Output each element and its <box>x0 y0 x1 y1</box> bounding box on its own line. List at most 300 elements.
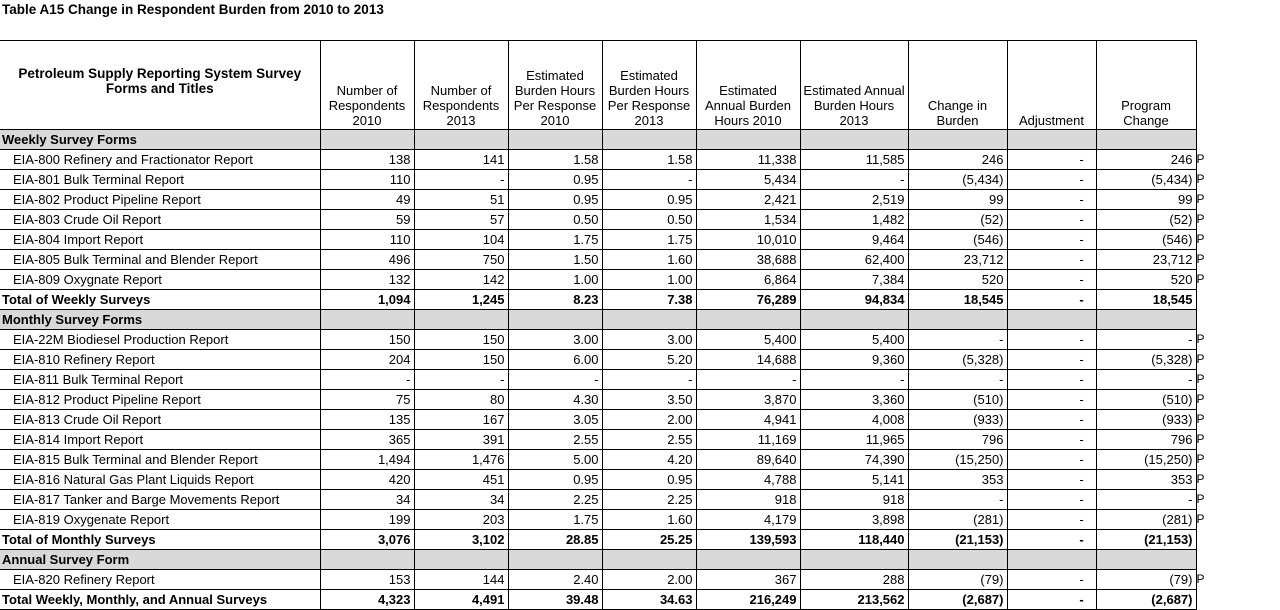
row-value: 2.25 <box>602 490 696 510</box>
section-cell <box>602 310 696 330</box>
row-label: EIA-805 Bulk Terminal and Blender Report <box>0 250 320 270</box>
row-value: 520 <box>908 270 1007 290</box>
program-change-flag: P <box>1196 512 1205 526</box>
row-value: 7,384 <box>800 270 908 290</box>
row-value: 11,965 <box>800 430 908 450</box>
section-cell <box>320 310 414 330</box>
program-change-flag: P <box>1196 572 1205 586</box>
program-change-value: - <box>1188 492 1193 507</box>
table-row <box>0 170 1196 190</box>
program-change-flag: P <box>1196 252 1205 266</box>
row-value: 4,323 <box>320 590 414 610</box>
row-value: (15,250) <box>908 450 1007 470</box>
section-cell <box>1007 310 1096 330</box>
row-value: 2.40 <box>508 570 602 590</box>
section-cell <box>414 310 508 330</box>
row-value: 138 <box>320 150 414 170</box>
program-change-flag: P <box>1196 192 1205 206</box>
program-change-value: - <box>1188 372 1193 387</box>
program-change-value: (546) <box>1162 232 1193 247</box>
row-value: (510) <box>908 390 1007 410</box>
row-value: 1.60 <box>602 510 696 530</box>
row-value: 1.75 <box>602 230 696 250</box>
table-row <box>0 250 1196 270</box>
row-value: 94,834 <box>800 290 908 310</box>
burden-table <box>0 40 1205 610</box>
row-value: - <box>1007 170 1096 190</box>
row-value: (2,687) <box>908 590 1007 610</box>
section-cell <box>414 130 508 150</box>
row-value: - <box>1007 370 1096 390</box>
row-label: EIA-812 Product Pipeline Report <box>0 390 320 410</box>
row-value: 750 <box>414 250 508 270</box>
row-value: - <box>414 370 508 390</box>
row-value: 1.75 <box>508 230 602 250</box>
row-value: 11,585 <box>800 150 908 170</box>
row-value: 4.30 <box>508 390 602 410</box>
row-value: 38,688 <box>696 250 800 270</box>
row-label: Total of Monthly Surveys <box>0 530 320 550</box>
header-adjustment: Adjustment <box>1007 41 1096 130</box>
row-value <box>1096 390 1205 410</box>
table-row <box>0 190 1196 210</box>
row-value: 213,562 <box>800 590 908 610</box>
table-row <box>0 210 1196 230</box>
row-value: 2.55 <box>508 430 602 450</box>
program-change-value: 353 <box>1170 472 1193 487</box>
row-value: 28.85 <box>508 530 602 550</box>
row-value: 34 <box>414 490 508 510</box>
row-label: EIA-809 Oxygnate Report <box>0 270 320 290</box>
section-cell <box>320 550 414 570</box>
row-value: - <box>1007 270 1096 290</box>
section-cell <box>800 130 908 150</box>
header-hours-per-response-2013: Estimated Burden Hours Per Response 2013 <box>602 41 696 130</box>
row-value: 34 <box>320 490 414 510</box>
row-value: - <box>1007 530 1096 550</box>
program-change-flag: P <box>1196 152 1205 166</box>
row-value: 3,360 <box>800 390 908 410</box>
row-value: 89,640 <box>696 450 800 470</box>
row-value: 353 <box>908 470 1007 490</box>
section-cell <box>908 310 1007 330</box>
table-row <box>0 510 1196 530</box>
row-value: 1,094 <box>320 290 414 310</box>
row-value: 0.95 <box>508 170 602 190</box>
program-change-value: (5,434) <box>1151 172 1193 187</box>
row-value: - <box>1007 410 1096 430</box>
row-value: 3,076 <box>320 530 414 550</box>
row-value: 139,593 <box>696 530 800 550</box>
row-value: (21,153) <box>908 530 1007 550</box>
row-value: 216,249 <box>696 590 800 610</box>
row-value: - <box>1007 450 1096 470</box>
program-change-value: 796 <box>1170 432 1193 447</box>
table-row <box>0 570 1196 590</box>
row-value: 57 <box>414 210 508 230</box>
row-value: 0.50 <box>508 210 602 230</box>
row-value: 1,476 <box>414 450 508 470</box>
program-change-value: (933) <box>1162 412 1193 427</box>
row-label: EIA-803 Crude Oil Report <box>0 210 320 230</box>
row-value: 3,870 <box>696 390 800 410</box>
row-label: Total of Weekly Surveys <box>0 290 320 310</box>
row-value: 3,898 <box>800 510 908 530</box>
row-value: 2,421 <box>696 190 800 210</box>
section-cell <box>696 130 800 150</box>
row-value: 135 <box>320 410 414 430</box>
row-value: 6.00 <box>508 350 602 370</box>
row-value <box>1096 230 1205 250</box>
program-change-flag: P <box>1196 372 1205 386</box>
row-value <box>1096 270 1205 290</box>
section-cell <box>800 310 908 330</box>
row-value: - <box>800 370 908 390</box>
table-row <box>0 330 1196 350</box>
section-cell <box>508 130 602 150</box>
row-value: - <box>908 330 1007 350</box>
row-value: 39.48 <box>508 590 602 610</box>
header-survey-forms: Petroleum Supply Reporting System Survey Forms and Titles <box>0 41 320 130</box>
row-value: - <box>508 370 602 390</box>
row-value: - <box>1007 430 1096 450</box>
row-value: 25.25 <box>602 530 696 550</box>
row-value: 3.00 <box>508 330 602 350</box>
row-label: EIA-804 Import Report <box>0 230 320 250</box>
program-change-flag: P <box>1196 412 1205 426</box>
table-row <box>0 270 1196 290</box>
row-value: 2,519 <box>800 190 908 210</box>
row-value <box>1096 210 1205 230</box>
section-cell <box>602 550 696 570</box>
row-value: (2,687) <box>1096 590 1196 610</box>
row-value <box>1096 450 1205 470</box>
row-label: EIA-814 Import Report <box>0 430 320 450</box>
section-label: Annual Survey Form <box>0 550 320 570</box>
row-value <box>1096 410 1205 430</box>
row-value: 496 <box>320 250 414 270</box>
row-value: - <box>602 370 696 390</box>
row-value: 150 <box>414 330 508 350</box>
header-respondents-2010: Number of Respondents 2010 <box>320 41 414 130</box>
row-value: 167 <box>414 410 508 430</box>
program-change-flag: P <box>1196 492 1205 506</box>
row-value: 451 <box>414 470 508 490</box>
row-value: 2.25 <box>508 490 602 510</box>
section-cell <box>1007 130 1096 150</box>
row-value <box>1096 490 1205 510</box>
row-value: 3.50 <box>602 390 696 410</box>
section-cell <box>908 130 1007 150</box>
row-label: EIA-800 Refinery and Fractionator Report <box>0 150 320 170</box>
row-value: 10,010 <box>696 230 800 250</box>
row-value <box>1096 370 1205 390</box>
section-cell <box>1096 550 1196 570</box>
row-value: 5,141 <box>800 470 908 490</box>
row-value: 150 <box>414 350 508 370</box>
row-value: 3.05 <box>508 410 602 430</box>
header-hours-per-response-2010: Estimated Burden Hours Per Response 2010 <box>508 41 602 130</box>
row-label: EIA-817 Tanker and Barge Movements Report <box>0 490 320 510</box>
row-value: - <box>320 370 414 390</box>
row-value: - <box>696 370 800 390</box>
row-value: (5,434) <box>908 170 1007 190</box>
row-value: 142 <box>414 270 508 290</box>
section-label: Weekly Survey Forms <box>0 130 320 150</box>
row-value: 1.60 <box>602 250 696 270</box>
row-value: 365 <box>320 430 414 450</box>
row-value: 204 <box>320 350 414 370</box>
row-value: 75 <box>320 390 414 410</box>
header-program-change: Program Change <box>1096 41 1196 130</box>
row-value: 11,169 <box>696 430 800 450</box>
table-row <box>0 350 1196 370</box>
row-value: 6,864 <box>696 270 800 290</box>
row-value: 99 <box>908 190 1007 210</box>
section-header-row <box>0 310 1196 330</box>
row-value: (5,328) <box>908 350 1007 370</box>
row-value: 0.95 <box>602 190 696 210</box>
row-value: 59 <box>320 210 414 230</box>
row-value: - <box>414 170 508 190</box>
row-value: - <box>1007 510 1096 530</box>
row-value: 4,179 <box>696 510 800 530</box>
row-value: 4.20 <box>602 450 696 470</box>
section-cell <box>800 550 908 570</box>
row-value: 110 <box>320 230 414 250</box>
total-row <box>0 590 1196 610</box>
row-value: 9,360 <box>800 350 908 370</box>
row-value <box>1096 250 1205 270</box>
header-row <box>0 41 1196 130</box>
row-value: - <box>1007 350 1096 370</box>
row-value: (933) <box>908 410 1007 430</box>
row-value: 367 <box>696 570 800 590</box>
row-value: 246 <box>908 150 1007 170</box>
program-change-flag: P <box>1196 232 1205 246</box>
row-value: - <box>908 370 1007 390</box>
row-value: 288 <box>800 570 908 590</box>
program-change-flag: P <box>1196 432 1205 446</box>
row-value: (21,153) <box>1096 530 1196 550</box>
row-value: 150 <box>320 330 414 350</box>
row-value: 918 <box>696 490 800 510</box>
row-value: 62,400 <box>800 250 908 270</box>
row-value: 1,245 <box>414 290 508 310</box>
row-value: 4,788 <box>696 470 800 490</box>
program-change-flag: P <box>1196 212 1205 226</box>
row-label: EIA-802 Product Pipeline Report <box>0 190 320 210</box>
row-value: 1.50 <box>508 250 602 270</box>
section-header-row <box>0 550 1196 570</box>
table-row <box>0 150 1196 170</box>
section-cell <box>908 550 1007 570</box>
row-value: - <box>1007 330 1096 350</box>
table-body <box>0 130 1205 610</box>
row-value: (79) <box>908 570 1007 590</box>
row-value: 5,400 <box>696 330 800 350</box>
program-change-value: (510) <box>1162 392 1193 407</box>
section-cell <box>508 310 602 330</box>
row-value <box>1096 470 1205 490</box>
section-cell <box>320 130 414 150</box>
section-cell <box>602 130 696 150</box>
row-label: EIA-813 Crude Oil Report <box>0 410 320 430</box>
header-annual-hours-2010: Estimated Annual Burden Hours 2010 <box>696 41 800 130</box>
program-change-value: - <box>1188 332 1193 347</box>
program-change-value: (52) <box>1169 212 1193 227</box>
row-value: 3.00 <box>602 330 696 350</box>
row-value: 14,688 <box>696 350 800 370</box>
row-value: 5.00 <box>508 450 602 470</box>
row-value: - <box>602 170 696 190</box>
header-respondents-2013: Number of Respondents 2013 <box>414 41 508 130</box>
program-change-value: (79) <box>1169 572 1193 587</box>
row-value: - <box>1007 590 1096 610</box>
row-value: 51 <box>414 190 508 210</box>
row-value: (546) <box>908 230 1007 250</box>
row-value: - <box>1007 470 1096 490</box>
row-value: 5,434 <box>696 170 800 190</box>
row-value: 9,464 <box>800 230 908 250</box>
program-change-value: 246 <box>1170 152 1193 167</box>
row-value: - <box>1007 190 1096 210</box>
row-value: 0.95 <box>602 470 696 490</box>
row-value <box>1096 430 1205 450</box>
table-title: Table A15 Change in Respondent Burden from 2010 to 2013 <box>2 2 384 17</box>
row-label: EIA-22M Biodiesel Production Report <box>0 330 320 350</box>
row-value <box>1096 190 1205 210</box>
row-value: - <box>908 490 1007 510</box>
section-label: Monthly Survey Forms <box>0 310 320 330</box>
row-value: 0.95 <box>508 470 602 490</box>
row-label: Total Weekly, Monthly, and Annual Surveys <box>0 590 320 610</box>
row-value: 420 <box>320 470 414 490</box>
row-value: 74,390 <box>800 450 908 470</box>
row-label: EIA-816 Natural Gas Plant Liquids Report <box>0 470 320 490</box>
row-value: 1.75 <box>508 510 602 530</box>
row-value: - <box>800 170 908 190</box>
row-value: 4,491 <box>414 590 508 610</box>
row-value: 2.00 <box>602 410 696 430</box>
section-cell <box>696 550 800 570</box>
row-value: - <box>1007 290 1096 310</box>
row-value: (281) <box>908 510 1007 530</box>
row-value: 104 <box>414 230 508 250</box>
section-cell <box>1007 550 1096 570</box>
row-label: EIA-820 Refinery Report <box>0 570 320 590</box>
row-value: 49 <box>320 190 414 210</box>
row-value: 2.55 <box>602 430 696 450</box>
row-value: 5,400 <box>800 330 908 350</box>
row-value: 1,494 <box>320 450 414 470</box>
row-label: EIA-815 Bulk Terminal and Blender Report <box>0 450 320 470</box>
section-cell <box>414 550 508 570</box>
row-value: 2.00 <box>602 570 696 590</box>
row-label: EIA-810 Refinery Report <box>0 350 320 370</box>
row-value: 34.63 <box>602 590 696 610</box>
row-value: 1,534 <box>696 210 800 230</box>
row-value: 3,102 <box>414 530 508 550</box>
row-value: 76,289 <box>696 290 800 310</box>
section-header-row <box>0 130 1196 150</box>
header-change-in-burden: Change in Burden <box>908 41 1007 130</box>
section-cell <box>696 310 800 330</box>
row-value: 132 <box>320 270 414 290</box>
row-value: - <box>1007 150 1096 170</box>
row-value: 7.38 <box>602 290 696 310</box>
row-value: 23,712 <box>908 250 1007 270</box>
row-value: 18,545 <box>1096 290 1196 310</box>
row-value <box>1096 350 1205 370</box>
table-row <box>0 450 1196 470</box>
row-value: 110 <box>320 170 414 190</box>
row-value: - <box>1007 250 1096 270</box>
row-value: 11,338 <box>696 150 800 170</box>
table-row <box>0 370 1196 390</box>
row-value: - <box>1007 390 1096 410</box>
program-change-value: (5,328) <box>1151 352 1193 367</box>
row-value: 199 <box>320 510 414 530</box>
row-value: 8.23 <box>508 290 602 310</box>
program-change-flag: P <box>1196 172 1205 186</box>
total-row <box>0 290 1196 310</box>
row-label: EIA-819 Oxygenate Report <box>0 510 320 530</box>
row-value: 80 <box>414 390 508 410</box>
row-value: 153 <box>320 570 414 590</box>
row-value: - <box>1007 210 1096 230</box>
program-change-flag: P <box>1196 272 1205 286</box>
program-change-flag: P <box>1196 472 1205 486</box>
row-value: 203 <box>414 510 508 530</box>
row-value: 918 <box>800 490 908 510</box>
row-value <box>1096 150 1205 170</box>
row-value: - <box>1007 230 1096 250</box>
row-value: - <box>1007 570 1096 590</box>
row-label: EIA-811 Bulk Terminal Report <box>0 370 320 390</box>
table-row <box>0 430 1196 450</box>
program-change-flag: P <box>1196 352 1205 366</box>
row-value: (52) <box>908 210 1007 230</box>
row-value: 4,941 <box>696 410 800 430</box>
row-value: 141 <box>414 150 508 170</box>
program-change-flag: P <box>1196 332 1205 346</box>
table-row <box>0 410 1196 430</box>
program-change-value: 99 <box>1178 192 1193 207</box>
section-cell <box>1096 130 1196 150</box>
row-value: 1,482 <box>800 210 908 230</box>
row-value: 796 <box>908 430 1007 450</box>
program-change-value: 520 <box>1170 272 1193 287</box>
row-value: 1.58 <box>602 150 696 170</box>
row-value <box>1096 170 1205 190</box>
row-label: EIA-801 Bulk Terminal Report <box>0 170 320 190</box>
header-annual-hours-2013: Estimated Annual Burden Hours 2013 <box>800 41 908 130</box>
program-change-value: (15,250) <box>1144 452 1193 467</box>
row-value <box>1096 330 1205 350</box>
row-value: 1.00 <box>602 270 696 290</box>
row-value: 144 <box>414 570 508 590</box>
program-change-value: 23,712 <box>1152 252 1193 267</box>
row-value: 1.58 <box>508 150 602 170</box>
table-row <box>0 390 1196 410</box>
row-value: 1.00 <box>508 270 602 290</box>
table-row <box>0 230 1196 250</box>
row-value: 4,008 <box>800 410 908 430</box>
program-change-value: (281) <box>1162 512 1193 527</box>
row-value: 118,440 <box>800 530 908 550</box>
total-row <box>0 530 1196 550</box>
